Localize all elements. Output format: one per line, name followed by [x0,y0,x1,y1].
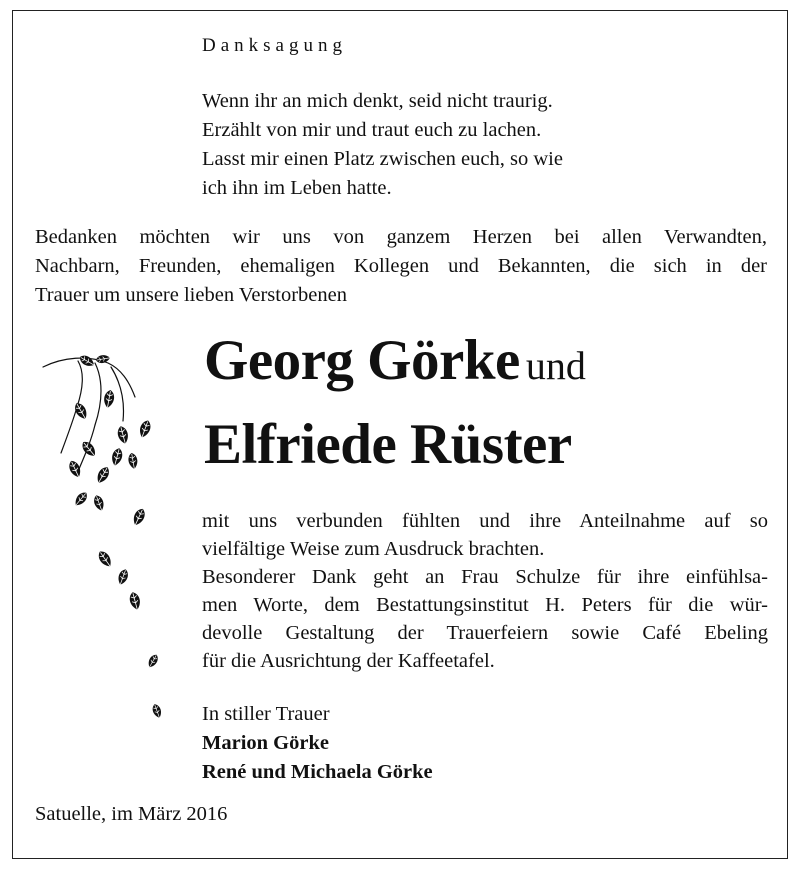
intro-line: Trauer um unsere lieben Verstorbenen [35,284,347,306]
deceased-name-1: Georg Görke und [204,329,586,392]
body-line: men Worte, dem Bestattungsinstitut H. Peters für die wür- [202,594,768,616]
signature-block [202,700,433,787]
intro-line: Nachbarn, Freunden, ehemaligen Kollegen und Bekannten, die sich in der [35,255,767,277]
leaf-cluster [67,353,163,719]
poem-line: Wenn ihr an mich denkt, seid nicht traurig. [202,90,553,112]
mourner-name: Marion Görke [202,732,329,754]
body-line: Besonderer Dank geht an Frau Schulze für ihre einfühlsa- [202,566,768,588]
body-line: mit uns verbunden fühlten und ihre Anteilnahme auf so [202,510,768,532]
mourner-name: René und Michaela Görke [202,761,433,783]
body-text [202,507,768,675]
intro-text [35,223,767,310]
signature-intro: In stiller Trauer [202,703,330,725]
poem [202,87,563,203]
intro-line: Bedanken möchten wir uns von ganzem Herzen bei allen Verwandten, [35,226,767,248]
poem-line: ich ihn im Leben hatte. [202,177,392,199]
poem-line: Lasst mir einen Platz zwischen euch, so wie [202,148,563,170]
place-date: Satuelle, im März 2016 [35,803,228,825]
heading: Danksagung [202,35,347,56]
obituary-notice [12,10,788,859]
body-line: devolle Gestaltung der Trauerfeiern sowie Café Ebeling [202,622,768,644]
poem-line: Erzählt von mir und traut euch zu lachen. [202,119,542,141]
body-line: für die Ausrichtung der Kaffeetafel. [202,650,495,672]
deceased-name-2: Elfriede Rüster [204,413,572,476]
name-connector: und [525,343,586,388]
falling-leaves-icon [33,349,173,719]
body-line: vielfältige Weise zum Ausdruck brachten. [202,538,545,560]
